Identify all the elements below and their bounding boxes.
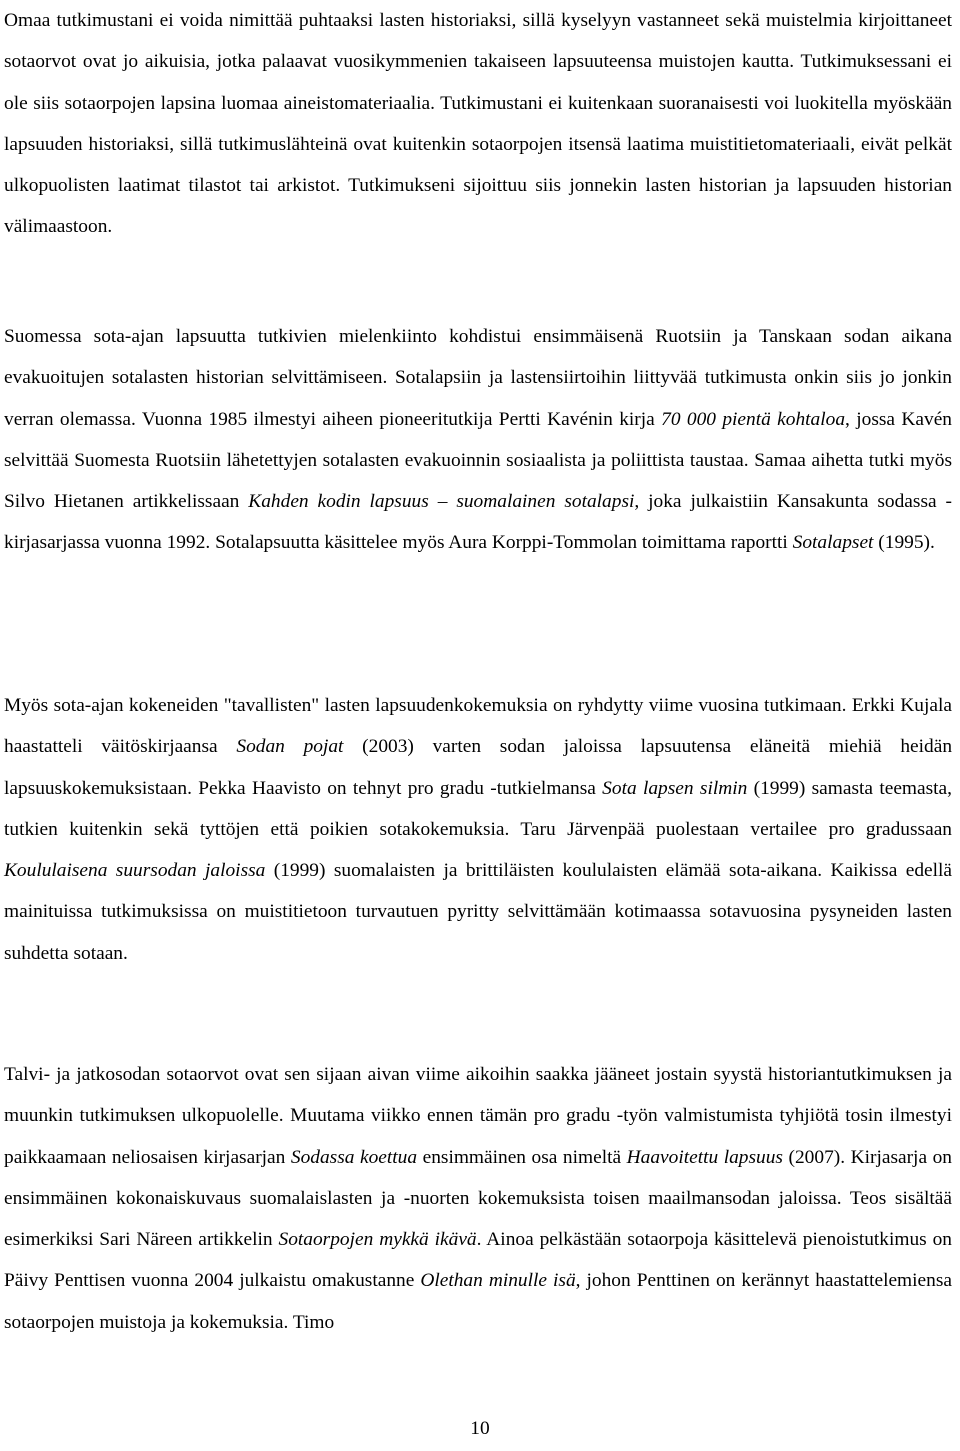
italic-title: Haavoitettu lapsuus	[626, 1146, 783, 1168]
italic-title: Koululaisena suursodan jaloissa	[4, 860, 266, 882]
italic-title: Sodan pojat	[236, 736, 344, 758]
text-segment: (1999) samasta teemasta, tutkien kuitenkin sekä tyttöjen että poikien sotakokemuksia. Taru Järvenpää puolestaan vertailee pro gradussaan	[4, 777, 953, 840]
text-segment: (1999) suomalaisten ja brittiläisten koululaisten elämää sota-aikana. Kaikissa edellä mainituissa tutkimuksissa on muistitietoon turvautuen pyritty selvittämään kotimaassa sotavuosina pysyneiden lasten suhdetta sotaan.	[4, 860, 953, 964]
text-segment: (2003) varten sodan jaloissa lapsuutensa eläneitä miehiä heidän lapsuuskokemuksistaan. Pekka Haavisto on tehnyt pro gradu -tutkielmansa	[4, 736, 953, 799]
paragraph	[4, 1054, 952, 1343]
text-segment: , joka julkaistiin Kansakunta sodassa -kirjasarjassa vuonna 1992. Sotalapsuutta käsittelee myös Aura Korppi-Tommolan toimittama raportti	[4, 491, 952, 554]
italic-title: Sotalapset	[792, 532, 874, 554]
italic-title: 70 000 pientä kohtaloa	[661, 408, 846, 430]
italic-title: Sodassa koettua	[290, 1146, 418, 1168]
text-segment: . Ainoa pelkästään sotaorpoja käsittelevä pienoistutkimus on Päivy Penttisen vuonna 2004 julkaistu omakustanne	[4, 1229, 952, 1292]
paragraph	[4, 0, 952, 248]
italic-title: Olethan minulle isä	[420, 1270, 576, 1292]
italic-title: Kahden kodin lapsuus – suomalainen sotalapsi	[248, 491, 635, 513]
text-segment: ensimmäinen osa nimeltä	[417, 1146, 627, 1168]
text-segment: , jossa Kavén selvittää Suomesta Ruotsiin lähetettyjen sotalasten evakuoinnin sosiaalista ja poliittista taustaa. Samaa aihetta tutki myös Silvo Hietanen artikkelissaan	[4, 408, 952, 513]
text-segment: Suomessa sota-ajan lapsuutta tutkivien mielenkiinto kohdistui ensimmäisenä Ruotsiin ja Tanskaan sodan aikana evakuoitujen sotalasten historian selvittämiseen. Sotalapsiin ja lastensiirtoihin liittyvää tutkimusta onkin siis jo jonkin verran olemassa. Vuonna 1985 ilmestyi aiheen pioneeritutkija Pertti Kavénin kirja	[4, 326, 952, 430]
italic-title: Sota lapsen silmin	[602, 777, 748, 799]
text-segment: (2007). Kirjasarja on ensimmäinen kokonaiskuvaus suomalaislasten ja -nuorten kokemuksista toisen maailmansodan jaloissa. Teos sisältää esimerkiksi Sari Näreen artikkelin	[4, 1146, 952, 1251]
text-segment: Myös sota-ajan kokeneiden "tavallisten" lasten lapsuudenkokemuksia on ryhdytty viime vuosina tutkimaan. Erkki Kujala haastatteli väitöskirjaansa	[4, 695, 952, 758]
paragraph	[4, 316, 952, 564]
paragraph	[4, 685, 952, 974]
text-segment: Talvi- ja jatkosodan sotaorvot ovat sen sijaan aivan viime aikoihin saakka jääneet jostain syystä historiantutkimuksen ja muunkin tutkimuksen ulkopuolelle. Muutama viikko ennen tämän pro gradu -työn valmistumista tyhjiötä tosin ilmestyi paikkaamaan neliosaisen kirjasarjan	[4, 1064, 952, 1168]
text-segment: Omaa tutkimustani ei voida nimittää puhtaaksi lasten historiaksi, sillä kyselyyn vastanneet sekä muistelmia kirjoittaneet sotaorvot ovat jo aikuisia, jotka palaavat vuosikymmenien takaiseen lapsuuteensa muistojen kautta. Tutkimuksessani ei ole siis sotaorpojen lapsina luomaa aineistomateriaalia. Tutkimustani ei kuitenkaan suoranaisesti voi luokitella myöskään lapsuuden historiaksi, sillä tutkimuslähteinä ovat kuitenkin sotaorpojen itsensä laatima muistitietomateriaali, eivät pelkät ulkopuolisten laatimat tilastot tai arkistot. Tutkimukseni sijoittuu siis jonnekin lasten historian ja lapsuuden historian välimaastoon.	[4, 10, 952, 238]
text-segment: , johon Penttinen on kerännyt haastattelemiensa sotaorpojen muistoja ja kokemuksia. Timo	[4, 1270, 952, 1333]
page-number: 10	[470, 1418, 490, 1439]
italic-title: Sotaorpojen mykkä ikävä	[278, 1229, 477, 1251]
text-segment: (1995).	[873, 532, 935, 554]
